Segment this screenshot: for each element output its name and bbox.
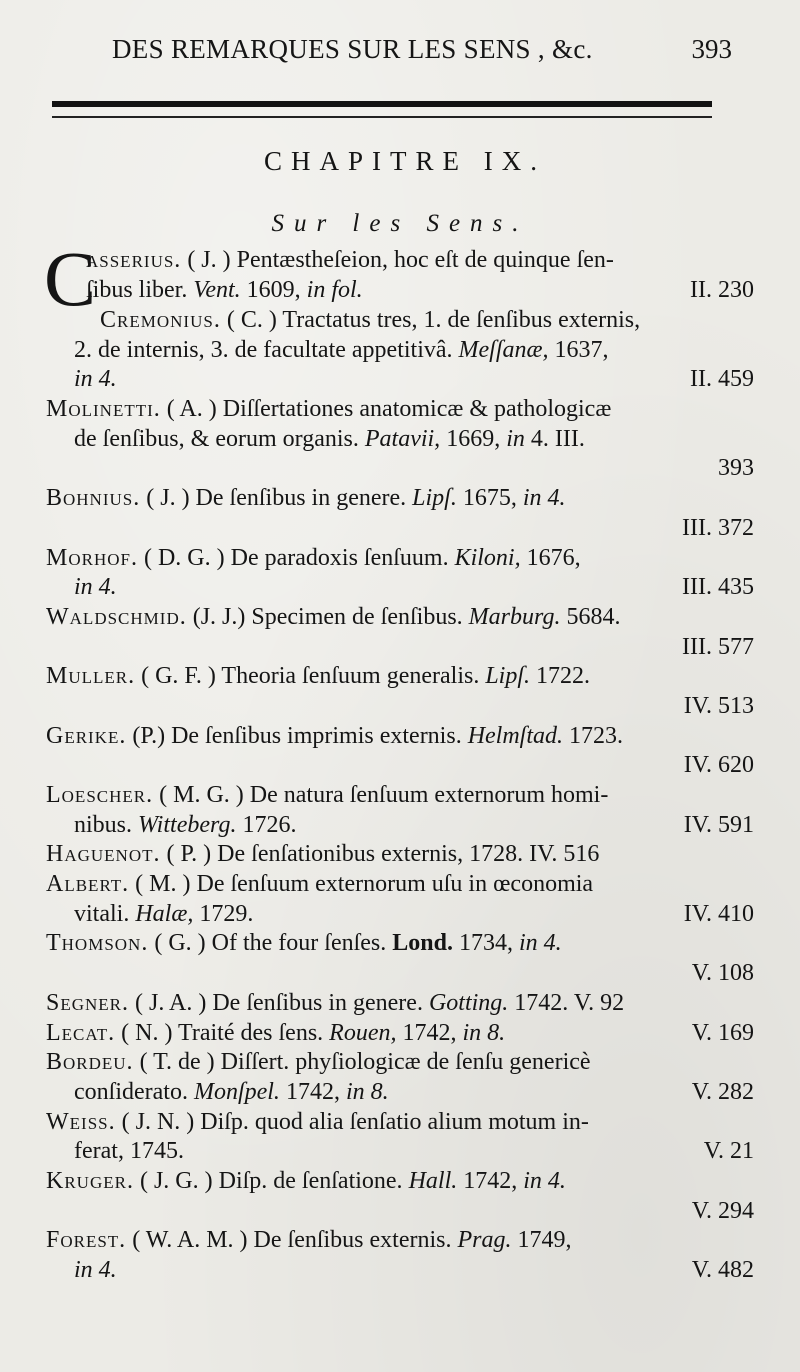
entry-text: ( J. N. ) Diſp. quod alia ſenſatio alium motum in- <box>121 1108 589 1135</box>
entry-text: ( J. G. ) Diſp. de ſenſatione. <box>139 1167 403 1194</box>
entry-format: in 4. <box>518 930 562 957</box>
entry-place: Gotting. <box>428 989 509 1016</box>
bib-entry <box>46 1048 754 1107</box>
entry-text: (P.) De ſenſibus imprimis externis. <box>132 722 462 749</box>
entry-place: Lond. <box>392 930 453 957</box>
entry-reference: IV. 620 <box>683 752 754 779</box>
entry-place: Kiloni, <box>454 544 521 571</box>
entry-text: ( T. de ) Diſſert. phyſiologicæ de ſenſu genericè <box>139 1049 591 1076</box>
entry-year: 1729. <box>199 900 254 927</box>
entry-format: in fol. <box>306 277 363 303</box>
entry-reference: V. 108 <box>691 960 754 987</box>
entry-reference: V. 482 <box>691 1257 754 1283</box>
entry-reference: III. 577 <box>682 633 754 660</box>
entry-place: Meſſanæ, <box>458 336 549 363</box>
author-name: Lecat. <box>46 1019 116 1046</box>
entry-place: Halæ, <box>135 900 194 927</box>
bibliography-list <box>44 235 754 1286</box>
entry-text: ( W. A. M. ) De ſenſibus externis. <box>132 1227 452 1254</box>
entry-reference: IV. 513 <box>683 692 754 719</box>
author-name: Weiss. <box>46 1108 116 1135</box>
entry-reference: V. 282 <box>691 1078 754 1105</box>
bib-entry <box>46 395 754 484</box>
entry-text: nibus. <box>74 811 133 838</box>
author-name: Loescher. <box>46 782 154 808</box>
entry-format: in 4. <box>523 1167 566 1194</box>
author-name: Albert. <box>46 871 130 898</box>
entry-year: 1726. <box>242 811 297 838</box>
entry-place: Lipſ. <box>485 663 531 690</box>
entry-reference: III. 372 <box>682 514 754 541</box>
author-name: Forest. <box>46 1227 127 1254</box>
entry-reference: V. 294 <box>691 1197 754 1224</box>
section-title: Sur les Sens. <box>271 210 529 237</box>
bib-entry <box>46 840 754 870</box>
header-rule-thin <box>52 116 712 118</box>
entry-text: ſibus liber. <box>86 277 188 303</box>
entry-place: Lipſ. <box>412 485 457 512</box>
entry-reference: V. 169 <box>691 1019 754 1046</box>
entry-format: in 4. <box>522 485 566 512</box>
entry-reference: II. 230 <box>690 277 754 303</box>
entry-text: ( J. ) Pentæstheſeion, hoc eſt de quinque ſen- <box>187 247 614 273</box>
entry-place: Helmſtad. <box>467 722 564 749</box>
bib-entry <box>46 484 754 543</box>
entry-text: vitali. <box>74 900 130 927</box>
bib-entry <box>46 929 754 988</box>
author-name: Segner. <box>46 989 130 1016</box>
author-name: Morhof. <box>46 544 138 571</box>
entry-format: in 8. <box>462 1019 506 1046</box>
entry-text: ( M. G. ) De natura ſenſuum externorum homi- <box>159 782 609 808</box>
entry-reference: III. 435 <box>682 574 754 601</box>
author-name: Bordeu. <box>46 1049 134 1076</box>
bib-entry <box>46 1167 754 1226</box>
page-number: 393 <box>691 34 732 64</box>
author-name: Cremonius. <box>100 307 221 333</box>
entry-text: de ſenſibus, & eorum organis. <box>74 425 359 452</box>
entry-text: ( G. ) Of the four ſenſes. <box>154 930 387 957</box>
entry-year: 1675, <box>462 485 517 512</box>
entry-place: Vent. <box>193 277 241 303</box>
author-name: Haguenot. <box>46 841 161 868</box>
entry-text: ( J. A. ) De ſenſibus in genere. <box>135 989 423 1016</box>
entry-text: ( J. ) De ſenſibus in genere. <box>146 485 407 512</box>
entry-place: Prag. <box>457 1227 512 1254</box>
running-title: DES REMARQUES SUR LES SENS , &c. <box>112 34 593 64</box>
bib-entry <box>46 306 754 395</box>
header-rule-thick <box>52 101 712 107</box>
entry-format: in 4. <box>74 366 117 393</box>
entry-text: ( D. G. ) De paradoxis ſenſuum. <box>143 544 449 571</box>
entry-place: Marburg. <box>468 603 561 630</box>
bib-entry <box>46 870 754 929</box>
entry-format: in 4. <box>74 574 117 601</box>
entry-year: 1742, <box>463 1167 518 1194</box>
entry-year: 1749, <box>517 1227 572 1254</box>
bib-entry <box>46 781 754 840</box>
entry-format: in 4. <box>74 1257 117 1283</box>
entry-place: Witteberg. <box>138 811 237 838</box>
author-name: Muller. <box>46 663 136 690</box>
entry-year: 1637, <box>554 336 609 363</box>
entry-year: 1742. V. 92 <box>514 989 625 1016</box>
entry-format: in <box>506 425 525 452</box>
entry-year: 1734, <box>458 930 513 957</box>
entry-reference: IV. 591 <box>683 811 754 838</box>
entry-year: 5684. <box>566 603 621 630</box>
entry-text: ( C. ) Tractatus tres, 1. de ſenſibus externis, <box>226 307 641 333</box>
author-name: Thomson. <box>46 930 149 957</box>
entry-year: 1669, <box>446 425 501 452</box>
author-name: Kruger. <box>46 1167 134 1194</box>
entry-place: Patavii, <box>364 425 441 452</box>
entry-text: conſiderato. <box>74 1078 188 1105</box>
chapter-title: CHAPITRE IX. <box>264 146 546 176</box>
entry-format: in 8. <box>345 1078 389 1105</box>
bib-entry <box>46 1108 754 1167</box>
author-name: Molinetti. <box>46 396 161 423</box>
entry-year: 1742, <box>402 1019 457 1046</box>
author-name: Waldschmid. <box>46 603 187 630</box>
entry-year: 1722. <box>536 663 591 690</box>
entry-text: (J. J.) Specimen de ſenſibus. <box>192 603 463 630</box>
bib-entry <box>46 1226 754 1285</box>
entry-text: ( P. ) De ſenſationibus externis, 1728. IV. 516 <box>166 841 600 868</box>
author-name: Gerike. <box>46 722 127 749</box>
entry-place: Hall. <box>408 1167 458 1194</box>
entry-place: Rouen, <box>329 1019 397 1046</box>
entry-year: 1723. <box>569 722 624 749</box>
entry-text: ( A. ) Diſſertationes anatomicæ & pathologicæ <box>166 396 612 423</box>
bib-entry <box>46 722 754 781</box>
entry-reference: V. 21 <box>703 1138 754 1165</box>
entry-text: ( G. F. ) Theoria ſenſuum generalis. <box>141 663 480 690</box>
entry-text: ( N. ) Traité des ſens. <box>121 1019 324 1046</box>
entry-year: 1676, <box>526 544 581 571</box>
entry-reference: II. 459 <box>690 366 754 393</box>
bib-entry <box>46 662 754 721</box>
author-name: Bohnius. <box>46 485 141 512</box>
entry-text: ferat, 1745. <box>74 1138 184 1165</box>
bib-entry <box>46 989 754 1019</box>
author-name: asserius. <box>86 247 182 273</box>
bib-entry <box>46 1019 754 1049</box>
entry-text: 4. III. <box>530 425 585 452</box>
drop-cap: C <box>44 235 97 322</box>
bib-entry <box>46 544 754 603</box>
bib-entry <box>46 603 754 662</box>
entry-text: ( M. ) De ſenſuum externorum uſu in œconomia <box>135 871 594 898</box>
entry-text: 2. de internis, 3. de facultate appetitivâ. <box>74 336 453 363</box>
entry-year: 1609, <box>246 277 301 303</box>
entry-place: Monſpel. <box>193 1078 280 1105</box>
entry-reference: 393 <box>718 455 754 482</box>
running-head <box>112 30 732 70</box>
entry-reference: IV. 410 <box>683 900 754 927</box>
entry-year: 1742, <box>285 1078 340 1105</box>
